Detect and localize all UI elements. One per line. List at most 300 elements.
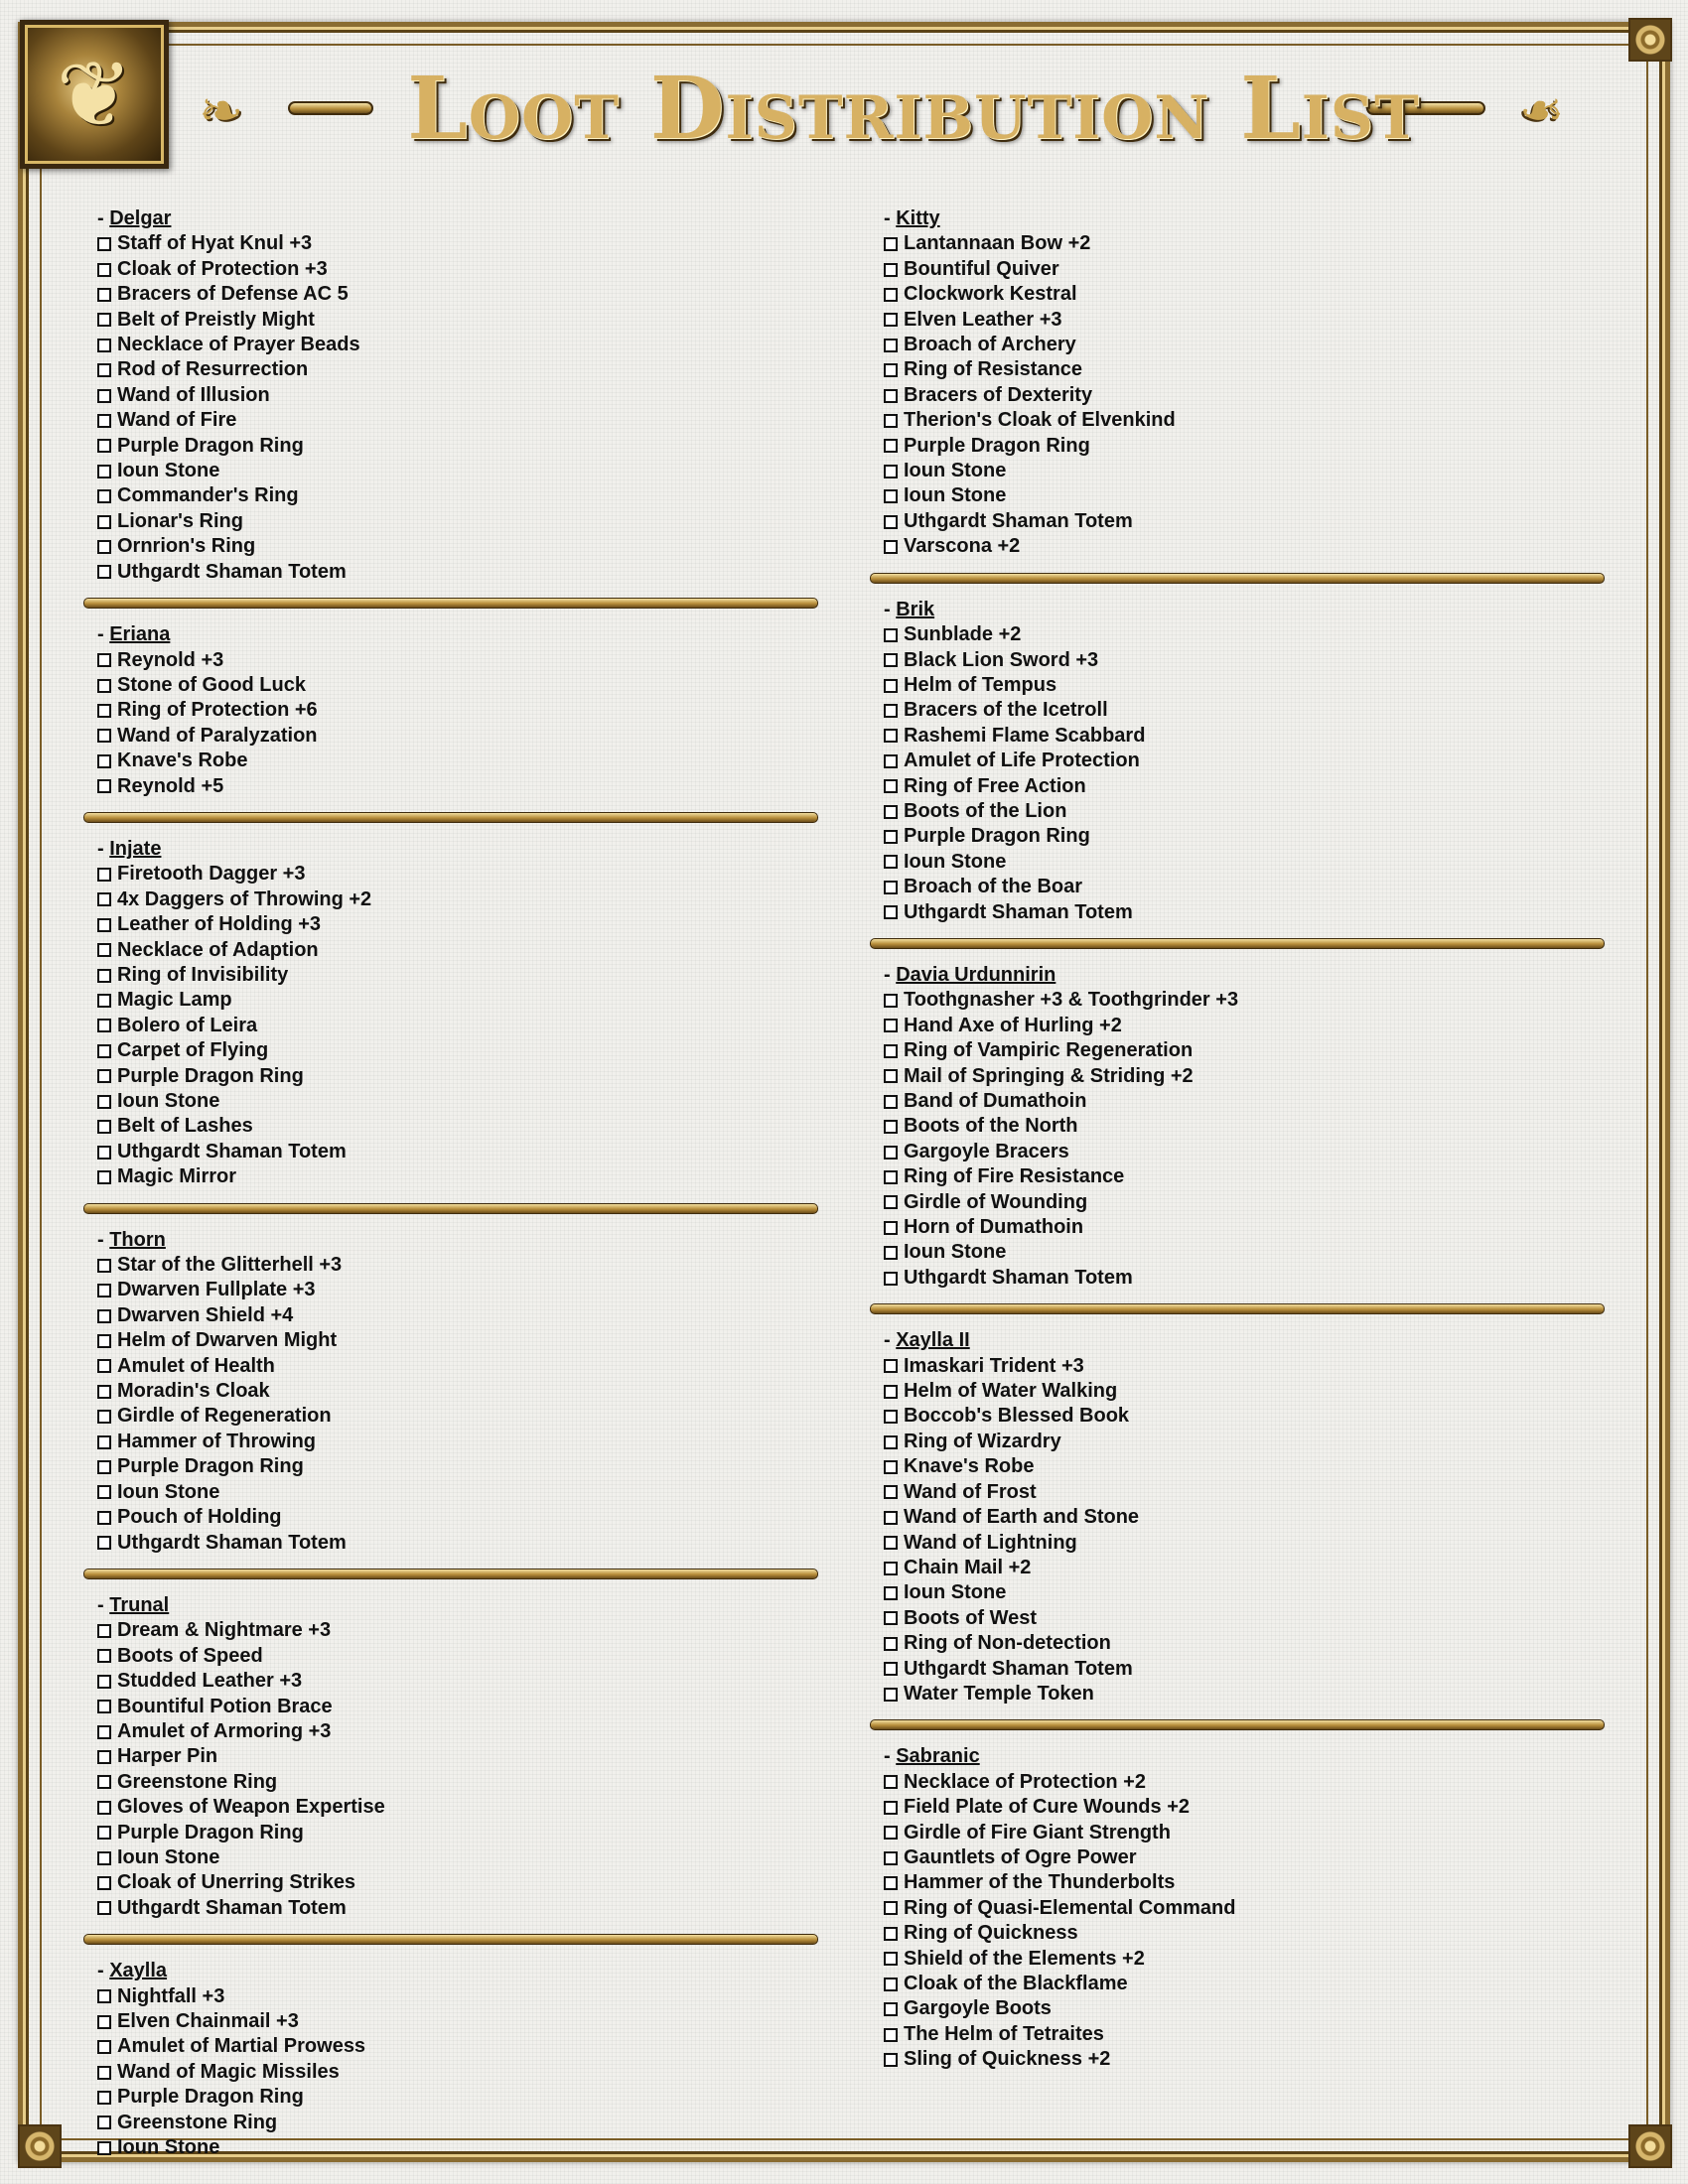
character-section bbox=[870, 1744, 1605, 2072]
crest-emblem-icon bbox=[20, 20, 169, 169]
loot-checkbox[interactable] bbox=[884, 1876, 898, 1890]
loot-item-label: Helm of Tempus bbox=[904, 673, 1057, 696]
section-divider bbox=[83, 1203, 818, 1214]
character-name-text: Eriana bbox=[109, 623, 171, 646]
loot-checkbox[interactable] bbox=[884, 830, 898, 844]
loot-checkbox[interactable] bbox=[97, 2015, 111, 2029]
loot-item bbox=[884, 1404, 1605, 1429]
loot-checkbox[interactable] bbox=[97, 339, 111, 352]
loot-item-label: Bracers of the Icetroll bbox=[904, 699, 1108, 722]
loot-checkbox[interactable] bbox=[884, 489, 898, 503]
loot-checkbox[interactable] bbox=[884, 704, 898, 718]
loot-item-label: Rod of Resurrection bbox=[117, 358, 309, 381]
loot-checkbox[interactable] bbox=[884, 679, 898, 693]
loot-checkbox[interactable] bbox=[884, 1385, 898, 1399]
title-banner bbox=[199, 59, 1628, 159]
loot-checkbox[interactable] bbox=[884, 414, 898, 428]
loot-checkbox[interactable] bbox=[97, 1359, 111, 1373]
loot-item-label: Elven Chainmail +3 bbox=[117, 2010, 299, 2032]
loot-checkbox[interactable] bbox=[884, 1637, 898, 1651]
loot-checkbox[interactable] bbox=[97, 288, 111, 302]
loot-checkbox[interactable] bbox=[97, 2066, 111, 2080]
loot-checkbox[interactable] bbox=[97, 1435, 111, 1449]
loot-item bbox=[884, 1164, 1605, 1189]
loot-item-label: Purple Dragon Ring bbox=[904, 825, 1090, 848]
loot-checkbox[interactable] bbox=[97, 414, 111, 428]
loot-item-label: Reynold +5 bbox=[117, 774, 224, 797]
loot-item-label: Uthgardt Shaman Totem bbox=[904, 1266, 1133, 1289]
loot-item-label: Nightfall +3 bbox=[117, 1984, 225, 2007]
loot-item-label: Bountiful Quiver bbox=[904, 257, 1059, 280]
loot-checkbox[interactable] bbox=[884, 1801, 898, 1815]
loot-checkbox[interactable] bbox=[97, 1750, 111, 1764]
character-section bbox=[870, 1328, 1605, 1706]
loot-item-label: Necklace of Protection +2 bbox=[904, 1770, 1146, 1793]
loot-checkbox[interactable] bbox=[884, 1662, 898, 1676]
loot-item bbox=[97, 2111, 818, 2135]
loot-item bbox=[884, 1580, 1605, 1605]
loot-item-label: Ioun Stone bbox=[904, 460, 1007, 482]
loot-checkbox[interactable] bbox=[884, 729, 898, 743]
loot-item-label: Moradin's Cloak bbox=[117, 1380, 270, 1403]
loot-item bbox=[884, 698, 1605, 723]
loot-checkbox[interactable] bbox=[884, 363, 898, 377]
loot-checkbox[interactable] bbox=[97, 540, 111, 554]
loot-item bbox=[97, 333, 818, 357]
loot-checkbox[interactable] bbox=[884, 515, 898, 529]
loot-checkbox[interactable] bbox=[97, 313, 111, 327]
loot-checkbox[interactable] bbox=[97, 1649, 111, 1663]
loot-item bbox=[97, 988, 818, 1013]
character-name bbox=[97, 837, 818, 862]
loot-checkbox[interactable] bbox=[97, 1826, 111, 1840]
loot-checkbox[interactable] bbox=[884, 805, 898, 819]
loot-checkbox[interactable] bbox=[97, 2116, 111, 2129]
loot-checkbox[interactable] bbox=[97, 1120, 111, 1134]
loot-item bbox=[884, 1430, 1605, 1454]
loot-checkbox[interactable] bbox=[97, 1851, 111, 1865]
character-name bbox=[884, 1328, 1605, 1353]
loot-checkbox[interactable] bbox=[97, 1901, 111, 1915]
loot-item bbox=[884, 1531, 1605, 1556]
loot-checkbox[interactable] bbox=[97, 439, 111, 453]
loot-item-label: Uthgardt Shaman Totem bbox=[904, 900, 1133, 923]
loot-item-label: Purple Dragon Ring bbox=[117, 434, 304, 457]
loot-item-label: Girdle of Fire Giant Strength bbox=[904, 1821, 1171, 1843]
loot-item bbox=[97, 887, 818, 912]
character-section bbox=[83, 622, 818, 799]
loot-item-label: Boccob's Blessed Book bbox=[904, 1405, 1130, 1428]
loot-item-label: Black Lion Sword +3 bbox=[904, 648, 1099, 671]
loot-item-label: Amulet of Health bbox=[117, 1354, 275, 1377]
section-divider bbox=[870, 573, 1605, 584]
loot-item-label: Pouch of Holding bbox=[117, 1506, 282, 1529]
loot-checkbox[interactable] bbox=[97, 679, 111, 693]
loot-item bbox=[97, 1669, 818, 1694]
name-dash: - bbox=[97, 837, 110, 860]
loot-item-label: Uthgardt Shaman Totem bbox=[117, 1896, 347, 1919]
loot-item-label: Purple Dragon Ring bbox=[117, 1821, 304, 1843]
loot-item bbox=[884, 648, 1605, 673]
loot-checkbox[interactable] bbox=[884, 779, 898, 793]
loot-checkbox[interactable] bbox=[884, 313, 898, 327]
loot-item-label: Purple Dragon Ring bbox=[117, 1455, 304, 1478]
loot-checkbox[interactable] bbox=[97, 892, 111, 906]
loot-item-label: Leather of Holding +3 bbox=[117, 913, 322, 936]
loot-item-label: Necklace of Prayer Beads bbox=[117, 334, 360, 356]
loot-checkbox[interactable] bbox=[884, 439, 898, 453]
loot-item-label: Purple Dragon Ring bbox=[904, 434, 1090, 457]
loot-checkbox[interactable] bbox=[97, 1146, 111, 1160]
name-dash: - bbox=[884, 1745, 897, 1768]
loot-item bbox=[884, 459, 1605, 483]
character-name-text: Sabranic bbox=[896, 1745, 980, 1768]
loot-item-label: Hammer of Throwing bbox=[117, 1430, 317, 1452]
loot-item bbox=[884, 799, 1605, 824]
loot-checkbox[interactable] bbox=[884, 1170, 898, 1184]
loot-checkbox[interactable] bbox=[884, 855, 898, 869]
loot-checkbox[interactable] bbox=[884, 754, 898, 768]
loot-item bbox=[97, 1328, 818, 1353]
loot-item bbox=[884, 383, 1605, 408]
loot-checkbox[interactable] bbox=[884, 1826, 898, 1840]
loot-item-label: Hand Axe of Hurling +2 bbox=[904, 1014, 1122, 1036]
loot-checkbox[interactable] bbox=[97, 389, 111, 403]
loot-item bbox=[884, 900, 1605, 925]
loot-checkbox[interactable] bbox=[97, 1536, 111, 1550]
name-dash: - bbox=[97, 207, 110, 229]
loot-checkbox[interactable] bbox=[884, 288, 898, 302]
loot-item bbox=[97, 2135, 818, 2160]
loot-checkbox[interactable] bbox=[884, 2053, 898, 2067]
loot-checkbox[interactable] bbox=[884, 1146, 898, 1160]
loot-checkbox[interactable] bbox=[884, 1851, 898, 1865]
loot-checkbox[interactable] bbox=[97, 1170, 111, 1184]
loot-checkbox[interactable] bbox=[884, 1246, 898, 1260]
loot-item bbox=[884, 257, 1605, 282]
loot-checkbox[interactable] bbox=[97, 263, 111, 277]
loot-item-label: Toothgnasher +3 & Toothgrinder +3 bbox=[904, 989, 1239, 1012]
loot-item-label: Wand of Paralyzation bbox=[117, 724, 318, 747]
loot-checkbox[interactable] bbox=[97, 465, 111, 478]
loot-item bbox=[884, 850, 1605, 875]
loot-item-label: Gauntlets of Ogre Power bbox=[904, 1845, 1137, 1868]
loot-checkbox[interactable] bbox=[97, 1284, 111, 1297]
loot-item-label: Ornrion's Ring bbox=[117, 535, 256, 558]
loot-checkbox[interactable] bbox=[97, 237, 111, 251]
loot-checkbox[interactable] bbox=[884, 2002, 898, 2016]
loot-checkbox[interactable] bbox=[884, 1410, 898, 1424]
loot-item bbox=[884, 1870, 1605, 1895]
section-divider bbox=[870, 1303, 1605, 1314]
loot-item bbox=[884, 282, 1605, 307]
page-title: Loot Distribution List bbox=[407, 59, 1420, 159]
loot-item bbox=[97, 383, 818, 408]
loot-item-label: Lionar's Ring bbox=[117, 509, 243, 532]
loot-item bbox=[97, 912, 818, 937]
loot-checkbox[interactable] bbox=[97, 1675, 111, 1689]
loot-item bbox=[97, 2034, 818, 2059]
loot-checkbox[interactable] bbox=[97, 2091, 111, 2105]
loot-checkbox[interactable] bbox=[884, 1586, 898, 1600]
loot-item bbox=[97, 1430, 818, 1454]
character-section bbox=[83, 206, 818, 585]
section-divider bbox=[83, 812, 818, 823]
character-name-text: Thorn bbox=[109, 1228, 166, 1251]
loot-checkbox[interactable] bbox=[884, 1095, 898, 1109]
name-dash: - bbox=[97, 1960, 110, 1982]
loot-checkbox[interactable] bbox=[884, 1511, 898, 1525]
loot-item-label: Broach of Archery bbox=[904, 334, 1076, 356]
loot-checkbox[interactable] bbox=[884, 881, 898, 894]
loot-item-label: Ring of Protection +6 bbox=[117, 699, 318, 722]
loot-checkbox[interactable] bbox=[97, 1410, 111, 1424]
loot-checkbox[interactable] bbox=[884, 1195, 898, 1209]
loot-checkbox[interactable] bbox=[97, 918, 111, 932]
loot-item-label: Shield of the Elements +2 bbox=[904, 1947, 1145, 1970]
loot-checkbox[interactable] bbox=[97, 2141, 111, 2155]
loot-item-label: Star of the Glitterhell +3 bbox=[117, 1254, 343, 1277]
loot-item bbox=[884, 1947, 1605, 1972]
character-section bbox=[870, 963, 1605, 1291]
loot-item bbox=[97, 1644, 818, 1669]
loot-checkbox[interactable] bbox=[884, 1775, 898, 1789]
loot-checkbox[interactable] bbox=[97, 1775, 111, 1789]
loot-item bbox=[884, 1845, 1605, 1870]
loot-checkbox[interactable] bbox=[97, 754, 111, 768]
loot-checkbox[interactable] bbox=[884, 1221, 898, 1235]
name-dash: - bbox=[884, 963, 897, 986]
character-section bbox=[83, 1228, 818, 1556]
loot-checkbox[interactable] bbox=[97, 1511, 111, 1525]
loot-checkbox[interactable] bbox=[884, 540, 898, 554]
loot-checkbox[interactable] bbox=[884, 1611, 898, 1625]
loot-item bbox=[97, 1505, 818, 1530]
loot-checkbox[interactable] bbox=[97, 1309, 111, 1323]
loot-checkbox[interactable] bbox=[97, 1460, 111, 1474]
loot-checkbox[interactable] bbox=[884, 237, 898, 251]
character-section bbox=[83, 1593, 818, 1921]
loot-checkbox[interactable] bbox=[884, 1044, 898, 1058]
loot-item bbox=[97, 408, 818, 433]
loot-item bbox=[884, 1190, 1605, 1215]
loot-checkbox[interactable] bbox=[97, 1725, 111, 1739]
loot-checkbox[interactable] bbox=[97, 1334, 111, 1348]
loot-checkbox[interactable] bbox=[884, 2028, 898, 2042]
loot-item-label: Studded Leather +3 bbox=[117, 1670, 303, 1693]
loot-item bbox=[97, 1354, 818, 1379]
loot-item-label: 4x Daggers of Throwing +2 bbox=[117, 887, 372, 910]
loot-checkbox[interactable] bbox=[97, 1485, 111, 1499]
loot-checkbox[interactable] bbox=[97, 704, 111, 718]
loot-checkbox[interactable] bbox=[97, 943, 111, 957]
loot-checkbox[interactable] bbox=[97, 1044, 111, 1058]
loot-item bbox=[884, 1354, 1605, 1379]
loot-item bbox=[97, 534, 818, 559]
loot-checkbox[interactable] bbox=[97, 969, 111, 983]
section-divider bbox=[83, 598, 818, 609]
loot-item-label: Purple Dragon Ring bbox=[117, 1064, 304, 1087]
loot-item bbox=[884, 673, 1605, 698]
loot-checkbox[interactable] bbox=[884, 1952, 898, 1966]
loot-checkbox[interactable] bbox=[97, 1801, 111, 1815]
loot-checkbox[interactable] bbox=[884, 1485, 898, 1499]
loot-checkbox[interactable] bbox=[884, 1927, 898, 1941]
loot-checkbox[interactable] bbox=[884, 1536, 898, 1550]
character-name-text: Davia Urdunnirin bbox=[896, 963, 1056, 986]
loot-item bbox=[884, 1921, 1605, 1946]
loot-checkbox[interactable] bbox=[97, 994, 111, 1008]
loot-item bbox=[97, 1303, 818, 1328]
loot-item bbox=[884, 724, 1605, 749]
loot-item-label: Wand of Illusion bbox=[117, 383, 270, 406]
loot-item-label: Chain Mail +2 bbox=[904, 1556, 1032, 1578]
loot-item bbox=[884, 1454, 1605, 1479]
loot-checkbox[interactable] bbox=[884, 1978, 898, 1991]
corner-ornament-top-right bbox=[1628, 18, 1672, 62]
loot-checkbox[interactable] bbox=[884, 1120, 898, 1134]
loot-item-label: The Helm of Tetraites bbox=[904, 2022, 1104, 2045]
loot-checkbox[interactable] bbox=[884, 653, 898, 667]
character-name bbox=[884, 1744, 1605, 1769]
loot-checkbox[interactable] bbox=[97, 489, 111, 503]
loot-item bbox=[97, 1038, 818, 1063]
loot-checkbox[interactable] bbox=[884, 1069, 898, 1083]
loot-item-label: Cloak of Unerring Strikes bbox=[117, 1871, 356, 1894]
character-name-text: Trunal bbox=[109, 1593, 170, 1616]
loot-item-label: Uthgardt Shaman Totem bbox=[117, 1531, 347, 1554]
loot-checkbox[interactable] bbox=[97, 729, 111, 743]
loot-item bbox=[97, 257, 818, 282]
character-section bbox=[870, 206, 1605, 560]
loot-checkbox[interactable] bbox=[97, 515, 111, 529]
loot-checkbox[interactable] bbox=[97, 1019, 111, 1032]
loot-item-label: Purple Dragon Ring bbox=[117, 2086, 304, 2109]
loot-item bbox=[97, 357, 818, 382]
loot-item-label: Wand of Magic Missiles bbox=[117, 2060, 340, 2083]
loot-item bbox=[97, 1984, 818, 2009]
loot-item-label: Gargoyle Boots bbox=[904, 1997, 1052, 2020]
loot-checkbox[interactable] bbox=[884, 628, 898, 642]
character-name-text: Xaylla II bbox=[896, 1329, 970, 1352]
loot-item bbox=[97, 434, 818, 459]
loot-checkbox[interactable] bbox=[97, 2040, 111, 2054]
right-column bbox=[870, 206, 1605, 2073]
loot-item-label: Ring of Quasi-Elemental Command bbox=[904, 1896, 1236, 1919]
loot-item bbox=[884, 875, 1605, 899]
loot-checkbox[interactable] bbox=[97, 1624, 111, 1638]
loot-checkbox[interactable] bbox=[97, 1069, 111, 1083]
loot-item-label: Ioun Stone bbox=[117, 1090, 220, 1112]
loot-checkbox[interactable] bbox=[884, 1901, 898, 1915]
loot-item bbox=[97, 1278, 818, 1302]
loot-item bbox=[97, 648, 818, 673]
loot-item bbox=[884, 988, 1605, 1013]
loot-item bbox=[884, 231, 1605, 256]
loot-checkbox[interactable] bbox=[97, 1259, 111, 1273]
loot-item bbox=[884, 1140, 1605, 1164]
character-name bbox=[97, 622, 818, 647]
loot-checkbox[interactable] bbox=[97, 363, 111, 377]
loot-item-label: Amulet of Armoring +3 bbox=[117, 1719, 332, 1742]
loot-item bbox=[884, 1240, 1605, 1265]
loot-item-label: Imaskari Trident +3 bbox=[904, 1354, 1084, 1377]
loot-checkbox[interactable] bbox=[884, 1019, 898, 1032]
loot-item-label: Ioun Stone bbox=[117, 1845, 220, 1868]
loot-item bbox=[884, 408, 1605, 433]
loot-item bbox=[97, 459, 818, 483]
loot-checkbox[interactable] bbox=[884, 1688, 898, 1702]
loot-item bbox=[884, 1038, 1605, 1063]
loot-checkbox[interactable] bbox=[884, 1272, 898, 1286]
loot-checkbox[interactable] bbox=[97, 1095, 111, 1109]
loot-item-label: Greenstone Ring bbox=[117, 1770, 278, 1793]
loot-checkbox[interactable] bbox=[97, 1989, 111, 2003]
character-section bbox=[83, 837, 818, 1190]
loot-item bbox=[97, 938, 818, 963]
character-name bbox=[884, 963, 1605, 988]
loot-checkbox[interactable] bbox=[884, 389, 898, 403]
flourish-left-icon: ❧ bbox=[199, 79, 244, 142]
loot-item-label: Field Plate of Cure Wounds +2 bbox=[904, 1796, 1191, 1819]
loot-item bbox=[884, 1996, 1605, 2021]
loot-checkbox[interactable] bbox=[97, 1385, 111, 1399]
loot-item bbox=[884, 1606, 1605, 1631]
loot-item-label: Ring of Wizardry bbox=[904, 1430, 1061, 1452]
loot-item-label: Girdle of Wounding bbox=[904, 1190, 1088, 1213]
loot-item-label: Commander's Ring bbox=[117, 484, 299, 507]
loot-item-label: Boots of the Lion bbox=[904, 799, 1067, 822]
corner-ornament-bottom-right bbox=[1628, 2124, 1672, 2168]
loot-item-label: Ioun Stone bbox=[904, 850, 1007, 873]
loot-item-label: Lantannaan Bow +2 bbox=[904, 232, 1091, 255]
loot-item-label: Varscona +2 bbox=[904, 535, 1021, 558]
loot-item-label: Therion's Cloak of Elvenkind bbox=[904, 409, 1176, 432]
loot-checkbox[interactable] bbox=[97, 653, 111, 667]
loot-item bbox=[97, 483, 818, 508]
loot-item bbox=[97, 1379, 818, 1404]
loot-item-label: Water Temple Token bbox=[904, 1682, 1094, 1705]
loot-item bbox=[884, 1795, 1605, 1820]
loot-item-label: Ioun Stone bbox=[904, 484, 1007, 507]
loot-checkbox[interactable] bbox=[884, 1562, 898, 1575]
loot-checkbox[interactable] bbox=[884, 1435, 898, 1449]
loot-checkbox[interactable] bbox=[97, 1876, 111, 1890]
loot-checkbox[interactable] bbox=[884, 465, 898, 478]
loot-item-label: Ring of Resistance bbox=[904, 358, 1083, 381]
loot-checkbox[interactable] bbox=[97, 565, 111, 579]
loot-item-label: Bountiful Potion Brace bbox=[117, 1695, 333, 1717]
loot-item bbox=[97, 1618, 818, 1643]
loot-item-label: Knave's Robe bbox=[117, 750, 248, 772]
loot-item bbox=[97, 1014, 818, 1038]
loot-checkbox[interactable] bbox=[884, 339, 898, 352]
loot-checkbox[interactable] bbox=[97, 779, 111, 793]
loot-item bbox=[884, 534, 1605, 559]
loot-checkbox[interactable] bbox=[884, 1359, 898, 1373]
loot-item-label: Girdle of Regeneration bbox=[117, 1405, 332, 1428]
loot-checkbox[interactable] bbox=[884, 994, 898, 1008]
loot-item-label: Dream & Nightmare +3 bbox=[117, 1619, 332, 1642]
loot-checkbox[interactable] bbox=[97, 1700, 111, 1713]
loot-checkbox[interactable] bbox=[97, 868, 111, 882]
loot-checkbox[interactable] bbox=[884, 1460, 898, 1474]
crest-knot-icon: ❦ bbox=[56, 41, 133, 148]
loot-item bbox=[97, 1064, 818, 1089]
loot-checkbox[interactable] bbox=[884, 263, 898, 277]
loot-checkbox[interactable] bbox=[884, 905, 898, 919]
character-name bbox=[97, 1228, 818, 1253]
